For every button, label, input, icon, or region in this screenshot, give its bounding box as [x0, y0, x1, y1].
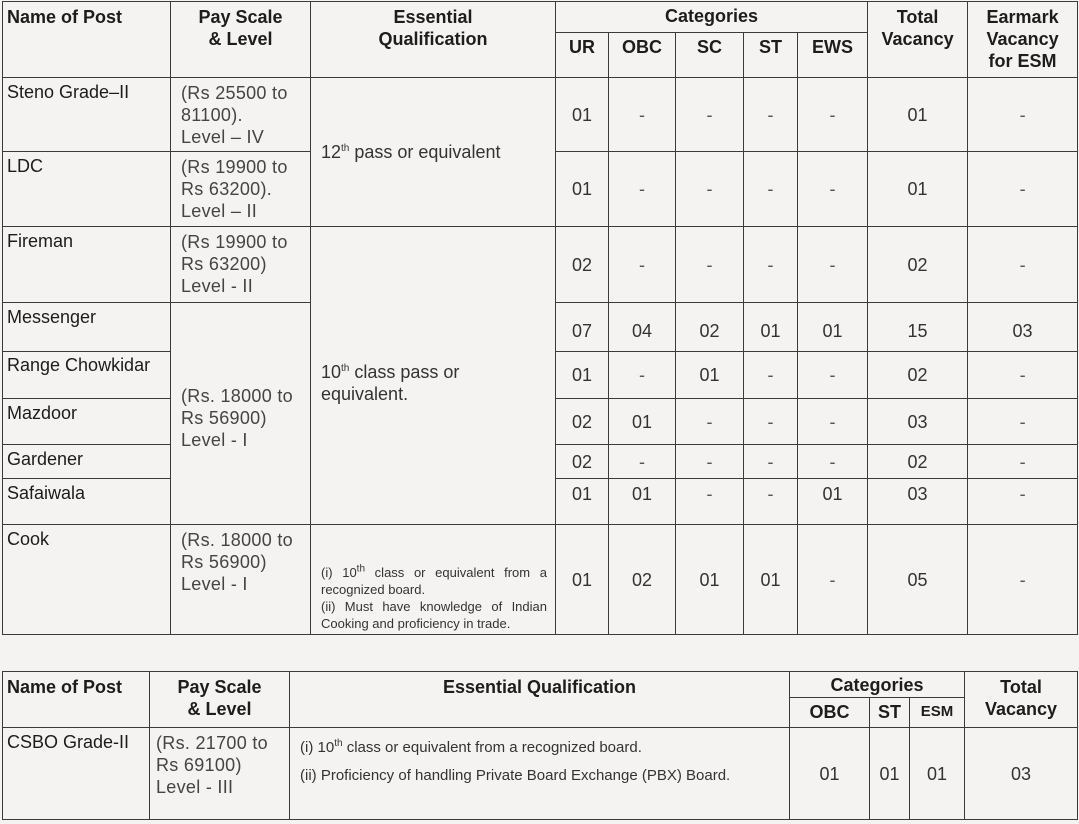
obc-count: -	[609, 152, 676, 227]
header-pay-line1: Pay Scale	[177, 677, 262, 697]
total-vacancy: 02	[868, 227, 968, 303]
total-vacancy: 15	[868, 303, 968, 352]
header-esm-line3: for ESM	[988, 51, 1057, 71]
post-name: Cook	[3, 525, 171, 635]
qual-item-ii: (ii) Proficiency of handling Private Board Exchange (PBX) Board.	[300, 767, 731, 784]
header-total-line1: Total	[1000, 677, 1042, 697]
header-qual-line1: Essential	[393, 7, 473, 27]
sc-count: -	[676, 445, 744, 479]
header-name-of-post: Name of Post	[3, 2, 171, 78]
qual-sup: th	[356, 563, 366, 575]
post-name: Gardener	[3, 445, 171, 479]
qual-text: 12	[321, 142, 342, 162]
qual-item-i	[300, 738, 779, 758]
obc-count: 04	[609, 303, 676, 352]
qual-text: pass or equivalent	[349, 142, 501, 162]
header-total-line2: Vacancy	[881, 29, 954, 49]
ur-count: 01	[556, 152, 609, 227]
obc-count: -	[609, 227, 676, 303]
sc-count: -	[676, 227, 744, 303]
sc-count: 01	[676, 352, 744, 399]
pay-line: (Rs 19900 to	[181, 232, 288, 252]
st-count: -	[744, 445, 798, 479]
st-count: 01	[744, 525, 798, 635]
header-sc: SC	[676, 33, 744, 78]
post-name: LDC	[3, 152, 171, 227]
esm-vacancy: 03	[968, 303, 1078, 352]
header-essential-qualification	[311, 2, 556, 78]
esm-vacancy: -	[968, 227, 1078, 303]
qual-sup: th	[334, 738, 343, 749]
ur-count: 01	[556, 78, 609, 152]
ews-count: -	[798, 352, 868, 399]
header-essential-qualification: Essential Qualification	[290, 672, 790, 728]
header-categories: Categories	[556, 2, 868, 33]
ur-count: 02	[556, 445, 609, 479]
obc-count: 01	[609, 399, 676, 445]
st-count: -	[744, 352, 798, 399]
total-vacancy: 01	[868, 78, 968, 152]
table-row	[3, 78, 1078, 152]
total-vacancy: 03	[868, 399, 968, 445]
header-esm-line2: Vacancy	[986, 29, 1059, 49]
ews-count: -	[798, 78, 868, 152]
post-name: Fireman	[3, 227, 171, 303]
pay-scale	[171, 78, 311, 152]
total-vacancy: 03	[965, 728, 1078, 820]
qualification-csbo	[290, 728, 790, 820]
obc-count: 01	[790, 728, 870, 820]
ur-count: 01	[556, 352, 609, 399]
sc-count: 01	[676, 525, 744, 635]
pay-line: 81100).	[181, 105, 243, 125]
total-vacancy: 02	[868, 445, 968, 479]
post-name: Steno Grade–II	[3, 78, 171, 152]
pay-line: Rs 56900)	[181, 552, 267, 572]
pay-scale	[171, 227, 311, 303]
st-count: -	[744, 78, 798, 152]
ews-count: -	[798, 399, 868, 445]
header-obc: OBC	[609, 33, 676, 78]
post-name: Safaiwala	[3, 479, 171, 525]
qual-text: (i) 10	[300, 739, 335, 756]
pay-scale	[171, 303, 311, 525]
header-total-vacancy	[868, 2, 968, 78]
vacancy-table-main	[2, 1, 1078, 635]
st-count: -	[744, 227, 798, 303]
pay-scale	[171, 152, 311, 227]
post-name: Messenger	[3, 303, 171, 352]
st-count: -	[744, 152, 798, 227]
ur-count: 01	[556, 479, 609, 525]
header-categories: Categories	[790, 672, 965, 698]
st-count: 01	[744, 303, 798, 352]
qualification-10th	[311, 227, 556, 525]
qualification-cook	[311, 525, 556, 635]
table-row	[3, 525, 1078, 635]
pay-line: (Rs. 21700 to	[156, 733, 268, 753]
header-pay-line2: & Level	[208, 29, 273, 49]
pay-line: Level - II	[181, 276, 254, 296]
pay-line: (Rs 19900 to	[181, 157, 288, 177]
qual-text: 10	[321, 361, 342, 382]
ews-count: -	[798, 525, 868, 635]
pay-line: Level – IV	[181, 127, 265, 147]
total-vacancy: 03	[868, 479, 968, 525]
esm-vacancy: -	[968, 78, 1078, 152]
esm-vacancy: -	[968, 399, 1078, 445]
pay-line: (Rs. 18000 to	[181, 385, 293, 406]
total-vacancy: 02	[868, 352, 968, 399]
esm-vacancy: -	[968, 525, 1078, 635]
sc-count: 02	[676, 303, 744, 352]
header-name-of-post: Name of Post	[3, 672, 150, 728]
sc-count: -	[676, 399, 744, 445]
sc-count: -	[676, 479, 744, 525]
pay-scale	[150, 728, 290, 820]
esm-vacancy: -	[968, 445, 1078, 479]
obc-count: -	[609, 445, 676, 479]
esm-count: 01	[910, 728, 965, 820]
pay-line: Level – II	[181, 201, 258, 221]
pay-scale	[171, 525, 311, 635]
pay-line: Level - I	[181, 429, 248, 450]
esm-vacancy: -	[968, 152, 1078, 227]
obc-count: 01	[609, 479, 676, 525]
header-qual-line2: Qualification	[378, 29, 488, 49]
qual-text: class or equivalent from a recognized board.	[342, 739, 642, 756]
sc-count: -	[676, 152, 744, 227]
total-vacancy: 01	[868, 152, 968, 227]
pay-line: Level - III	[156, 777, 234, 797]
pay-line: Rs 56900)	[181, 407, 267, 428]
ur-count: 02	[556, 227, 609, 303]
header-esm-line1: Earmark	[986, 7, 1059, 27]
st-count: -	[744, 399, 798, 445]
header-ews: EWS	[798, 33, 868, 78]
post-name: Mazdoor	[3, 399, 171, 445]
st-count: 01	[870, 728, 910, 820]
ews-count: -	[798, 445, 868, 479]
pay-line: Rs 69100)	[156, 755, 242, 775]
ur-count: 02	[556, 399, 609, 445]
header-total-vacancy	[965, 672, 1078, 728]
header-esm: ESM	[910, 698, 965, 728]
obc-count: 02	[609, 525, 676, 635]
table-row	[3, 728, 1078, 820]
esm-vacancy: -	[968, 479, 1078, 525]
header-pay-line1: Pay Scale	[198, 7, 283, 27]
table-row	[3, 227, 1078, 303]
pay-line: (Rs 25500 to	[181, 83, 288, 103]
header-pay-line2: & Level	[187, 699, 252, 719]
qual-sup: th	[341, 143, 350, 154]
header-total-line2: Vacancy	[984, 699, 1058, 719]
header-earmark-esm	[968, 2, 1078, 78]
header-st: ST	[870, 698, 910, 728]
qual-item-ii: (ii) Must have knowledge of Indian Cooking and proficiency in trade.	[321, 599, 547, 631]
qual-text: (i) 10	[321, 565, 357, 580]
qual-item-i	[321, 564, 547, 598]
obc-count: -	[609, 352, 676, 399]
total-vacancy: 05	[868, 525, 968, 635]
pay-line: Rs 63200).	[181, 179, 273, 199]
header-ur: UR	[556, 33, 609, 78]
esm-vacancy: -	[968, 352, 1078, 399]
header-total-line1: Total	[896, 7, 939, 27]
ews-count: 01	[798, 479, 868, 525]
qual-text: class pass or equivalent.	[321, 361, 460, 404]
ur-count: 07	[556, 303, 609, 352]
qualification-12th	[311, 78, 556, 227]
post-name: CSBO Grade-II	[3, 728, 150, 820]
ews-count: -	[798, 227, 868, 303]
pay-line: (Rs. 18000 to	[181, 530, 293, 550]
header-st: ST	[744, 33, 798, 78]
qual-text: class or equivalent from a recognized board.	[321, 565, 547, 597]
qual-sup: th	[341, 362, 350, 374]
obc-count: -	[609, 78, 676, 152]
header-pay-scale	[171, 2, 311, 78]
sc-count: -	[676, 78, 744, 152]
ews-count: -	[798, 152, 868, 227]
header-obc: OBC	[790, 698, 870, 728]
pay-line: Level - I	[181, 574, 248, 594]
pay-line: Rs 63200)	[181, 254, 267, 274]
header-pay-scale	[150, 672, 290, 728]
vacancy-table-csbo	[2, 671, 1078, 820]
post-name: Range Chowkidar	[3, 352, 171, 399]
ews-count: 01	[798, 303, 868, 352]
st-count: -	[744, 479, 798, 525]
ur-count: 01	[556, 525, 609, 635]
